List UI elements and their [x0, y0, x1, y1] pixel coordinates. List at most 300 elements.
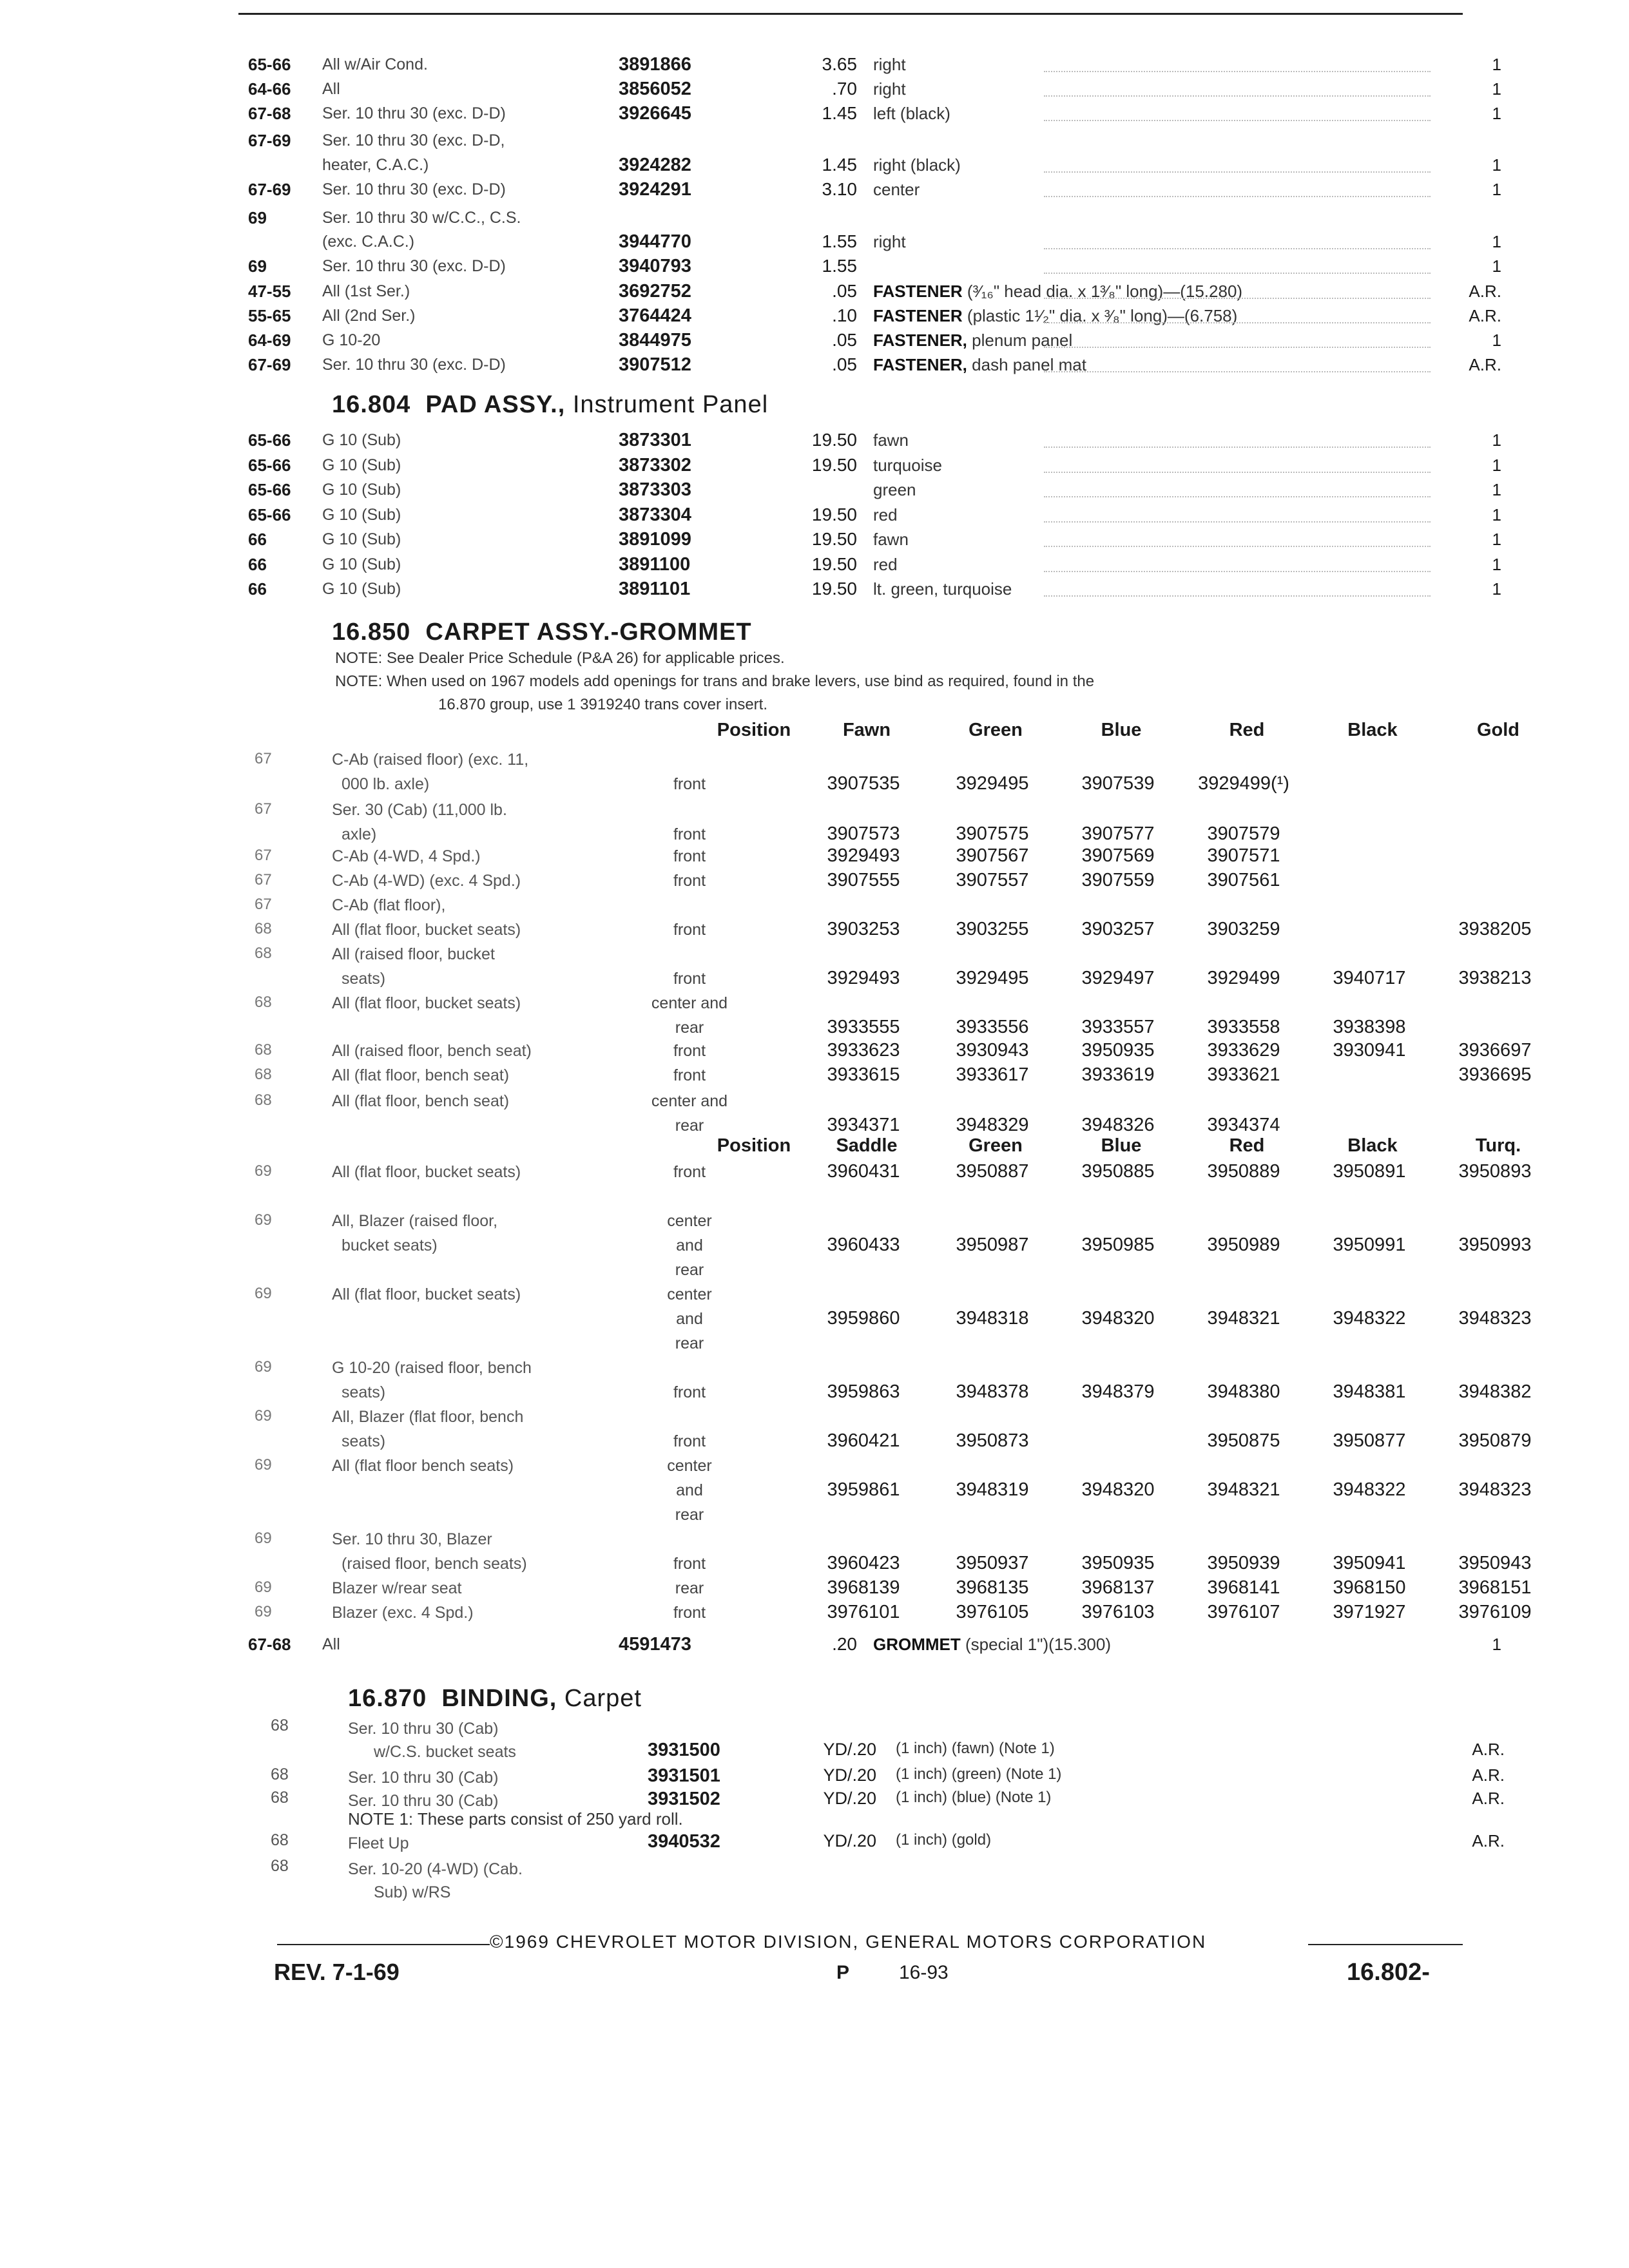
leader-dots [1044, 120, 1431, 121]
seat-position: front [673, 775, 706, 793]
part-number: 3844975 [619, 330, 691, 351]
part-number: 3933555 [827, 1017, 900, 1037]
quantity: 1 [1492, 480, 1501, 499]
part-number: 3948318 [956, 1308, 1029, 1329]
model-description: Ser. 10 thru 30 (Cab) [348, 1720, 499, 1738]
leader-dots [1044, 521, 1431, 523]
part-number: 3936695 [1458, 1064, 1532, 1085]
quantity: A.R. [1469, 306, 1501, 325]
part-number: 3948379 [1081, 1381, 1155, 1402]
part-number: 3968150 [1333, 1577, 1406, 1598]
part-note [873, 152, 961, 178]
model-description: G 10 (Sub) [322, 580, 401, 598]
model-description: Ser. 10 thru 30 (exc. D-D) [322, 180, 506, 198]
price: 19.50 [811, 504, 857, 524]
leader-dots [1044, 595, 1431, 597]
table-row [0, 278, 1629, 304]
part-number: 3940793 [619, 256, 691, 276]
carpet-section-heading [332, 619, 752, 646]
part-number: 3960433 [827, 1235, 900, 1255]
price: 19.50 [811, 529, 857, 549]
part-note [873, 101, 950, 126]
part-name: FASTENER [873, 282, 963, 301]
part-number: 3929497 [1081, 968, 1155, 988]
price: .05 [832, 330, 857, 350]
seat-position: front [673, 1432, 706, 1450]
model-description: G 10 (Sub) [322, 505, 401, 524]
model-description: Ser. 10 thru 30 (exc. D-D) [322, 104, 506, 122]
part-number: 3948326 [1081, 1115, 1155, 1135]
model-description: All [322, 1635, 340, 1653]
price: 19.50 [811, 579, 857, 599]
model-description: All (raised floor, bucket [332, 945, 495, 963]
part-number: 3968141 [1207, 1577, 1280, 1598]
seat-position: rear [675, 1579, 704, 1597]
part-note [873, 477, 916, 503]
part-number: 3856052 [619, 79, 691, 99]
quantity: 1 [1492, 55, 1501, 74]
part-number: 3959860 [827, 1308, 900, 1329]
part-number: 3934374 [1207, 1115, 1280, 1135]
seat-position: center and [651, 1092, 728, 1110]
part-number: 3907569 [1081, 845, 1155, 866]
part-number: 3976105 [956, 1602, 1029, 1622]
part-number: 3907559 [1081, 870, 1155, 890]
part-note [873, 76, 906, 102]
part-note [873, 1631, 1111, 1657]
table-row [0, 427, 1629, 453]
part-number: 3950937 [956, 1553, 1029, 1573]
model-year: 68 [255, 1091, 272, 1109]
part-number: 3950939 [1207, 1553, 1280, 1573]
seat-position: center [667, 1457, 712, 1475]
model-description: All (flat floor, bucket seats) [332, 994, 521, 1012]
quantity: 1 [1492, 530, 1501, 549]
footer-revision: REV. 7-1-69 [274, 1959, 400, 1985]
carpet-section-title: CARPET ASSY.-GROMMET [425, 619, 752, 646]
seat-position: and [676, 1481, 703, 1499]
price: .70 [832, 79, 857, 99]
price: YD/.20 [823, 1831, 876, 1850]
leader-dots [1044, 546, 1431, 547]
part-number: 3968139 [827, 1577, 900, 1598]
price: 1.55 [822, 231, 857, 251]
footer-copyright: ©1969 CHEVROLET MOTOR DIVISION, GENERAL MOTORS CORPORATION [490, 1932, 1207, 1952]
table-row [0, 1631, 1629, 1657]
part-number: 3968135 [956, 1577, 1029, 1598]
price: 3.65 [822, 54, 857, 74]
part-number: 3960423 [827, 1553, 900, 1573]
part-note [873, 427, 909, 453]
model-description: heater, C.A.C.) [322, 156, 429, 174]
model-description: Ser. 10 thru 30 (exc. D-D) [322, 257, 506, 275]
part-number: 3940532 [648, 1831, 720, 1852]
footer-page-letter: P [836, 1962, 850, 1983]
model-year: 67-69 [248, 355, 291, 374]
model-description: Ser. 10 thru 30 (Cab) [348, 1769, 499, 1787]
model-year: 65-66 [248, 505, 291, 524]
seat-position: front [673, 921, 706, 939]
part-name: FASTENER [873, 306, 963, 325]
part-number: 3873301 [619, 430, 691, 450]
column-header: Position [717, 1135, 791, 1156]
part-number: 3907571 [1207, 845, 1280, 866]
part-number: 3873302 [619, 454, 691, 476]
quantity: 1 [1492, 554, 1501, 574]
model-description: (exc. C.A.C.) [322, 233, 415, 251]
part-spec: lt. green, turquoise [873, 579, 1012, 599]
footer-page-number: 16-93 [899, 1962, 949, 1983]
model-year: 64-69 [248, 331, 291, 350]
carpet-note-1: NOTE: See Dealer Price Schedule (P&A 26) for applicable prices. [335, 649, 785, 667]
seat-position: rear [675, 1261, 704, 1279]
model-description: seats) [342, 1432, 386, 1450]
column-header: Black [1347, 720, 1398, 740]
model-description: G 10 (Sub) [322, 456, 401, 474]
part-number: 3931502 [648, 1789, 720, 1809]
seat-position: center and [651, 994, 728, 1012]
price: 19.50 [811, 553, 857, 574]
part-note: (1 inch) (fawn) (Note 1) [896, 1740, 1055, 1757]
leader-dots [1044, 322, 1431, 323]
part-number: 3907561 [1207, 870, 1280, 890]
column-header: Gold [1476, 720, 1520, 740]
model-description: All (raised floor, bench seat) [332, 1042, 532, 1060]
model-description: seats) [342, 1383, 386, 1401]
model-description: Blazer (exc. 4 Spd.) [332, 1604, 474, 1622]
table-row [0, 576, 1629, 602]
model-description: Ser. 10 thru 30, Blazer [332, 1530, 492, 1548]
price: YD/.20 [823, 1789, 876, 1808]
seat-position: center [667, 1212, 712, 1230]
part-number: 3929499(¹) [1198, 773, 1289, 794]
price: 19.50 [811, 430, 857, 450]
part-spec: center [873, 180, 920, 199]
model-year: 66 [248, 530, 267, 549]
model-description: Blazer w/rear seat [332, 1579, 462, 1597]
table-row [0, 502, 1629, 528]
part-spec: red [873, 554, 898, 574]
model-year: 69 [255, 1530, 272, 1547]
part-number: 3936697 [1458, 1040, 1532, 1061]
leader-dots [1044, 248, 1431, 249]
model-description: All (1st Ser.) [322, 282, 410, 300]
part-number: 3929493 [827, 845, 900, 866]
part-number: 3950893 [1458, 1161, 1532, 1182]
part-name: FASTENER, [873, 331, 967, 350]
pad-section-title: PAD ASSY., [425, 391, 566, 418]
model-description: G 10-20 [322, 331, 381, 349]
part-number: 3948322 [1333, 1308, 1406, 1329]
part-note [873, 327, 1072, 353]
model-year: 68 [255, 1066, 272, 1083]
model-year: 67-68 [248, 1635, 291, 1654]
model-year: 65-66 [248, 455, 291, 475]
part-number: 3950943 [1458, 1553, 1532, 1573]
model-year: 68 [255, 1041, 272, 1059]
model-year: 66 [248, 579, 267, 599]
leader-dots [1044, 95, 1431, 97]
model-year: 65-66 [248, 55, 291, 74]
part-number: 3907539 [1081, 773, 1155, 794]
part-number: 3976109 [1458, 1602, 1532, 1622]
model-description: G 10 (Sub) [322, 431, 401, 449]
part-number: 3903259 [1207, 919, 1280, 939]
part-note [873, 502, 898, 528]
quantity: 1 [1492, 579, 1501, 599]
part-number: 3948381 [1333, 1381, 1406, 1402]
model-description: All, Blazer (flat floor, bench [332, 1408, 524, 1426]
table-row [0, 229, 1629, 255]
cross-reference-code: (15.300) [1048, 1635, 1111, 1654]
part-number: 3950877 [1333, 1430, 1406, 1451]
part-number: 3948321 [1207, 1479, 1280, 1500]
model-description: All, Blazer (raised floor, [332, 1212, 498, 1230]
seat-position: and [676, 1310, 703, 1328]
quantity: 1 [1492, 455, 1501, 475]
part-spec: right (black) [873, 155, 961, 175]
part-note [873, 177, 920, 202]
part-note [873, 552, 898, 577]
price: YD/.20 [823, 1765, 876, 1785]
column-header: Position [717, 720, 791, 740]
seat-position: front [673, 1066, 706, 1084]
part-number: 3950891 [1333, 1161, 1406, 1182]
table-row [0, 303, 1629, 329]
part-number: 3940717 [1333, 968, 1406, 988]
part-number: 3950875 [1207, 1430, 1280, 1451]
quantity: 1 [1492, 155, 1501, 175]
part-number: 3948378 [956, 1381, 1029, 1402]
binding-section-number: 16.870 [348, 1685, 427, 1712]
part-note: (1 inch) (green) (Note 1) [896, 1765, 1062, 1783]
leader-dots [1044, 71, 1431, 72]
part-number: 3950887 [956, 1161, 1029, 1182]
quantity: A.R. [1472, 1765, 1505, 1785]
carpet-note-3: 16.870 group, use 1 3919240 trans cover insert. [438, 696, 768, 713]
seat-position: rear [675, 1117, 704, 1135]
part-number: 3950985 [1081, 1235, 1155, 1255]
part-number: 3948322 [1333, 1479, 1406, 1500]
price: .10 [832, 305, 857, 325]
part-number: 3934371 [827, 1115, 900, 1135]
model-description: All w/Air Cond. [322, 55, 428, 73]
part-number: 3930941 [1333, 1040, 1406, 1061]
model-description: Ser. 10 thru 30 (exc. D-D, [322, 131, 505, 149]
model-description: Ser. 10 thru 30 w/C.C., C.S. [322, 209, 521, 227]
part-number: 3944770 [619, 231, 691, 252]
part-number: 3933556 [956, 1017, 1029, 1037]
binding-note: NOTE 1: These parts consist of 250 yard roll. [348, 1809, 683, 1829]
part-number: 3948320 [1081, 1479, 1155, 1500]
model-year: 66 [248, 554, 267, 574]
model-year: 69 [248, 256, 267, 276]
quantity: 1 [1492, 256, 1501, 276]
column-header: Blue [1101, 720, 1142, 740]
model-description: C-Ab (raised floor) (exc. 11, [332, 751, 529, 769]
part-number: 3933617 [956, 1064, 1029, 1085]
part-number: 3948329 [956, 1115, 1029, 1135]
model-description: Ser. 30 (Cab) (11,000 lb. [332, 801, 507, 819]
seat-position: front [673, 970, 706, 988]
part-number: 3873304 [619, 504, 691, 525]
part-number: 3933615 [827, 1064, 900, 1085]
column-header: Red [1229, 1135, 1265, 1156]
part-spec: fawn [873, 430, 909, 450]
model-description: (raised floor, bench seats) [342, 1555, 527, 1573]
part-number: 3907579 [1207, 823, 1280, 844]
model-year: 67-69 [248, 180, 291, 199]
quantity: 1 [1492, 430, 1501, 450]
model-year: 69 [255, 1603, 272, 1620]
quantity: 1 [1492, 180, 1501, 199]
part-note: (1 inch) (blue) (Note 1) [896, 1789, 1052, 1806]
model-description: Ser. 10-20 (4-WD) (Cab. [348, 1860, 523, 1878]
model-year: 67-69 [248, 131, 291, 150]
part-number: 3930943 [956, 1040, 1029, 1061]
part-number: 3960421 [827, 1430, 900, 1451]
part-number: 3950941 [1333, 1553, 1406, 1573]
seat-position: front [673, 847, 706, 865]
part-number: 3933621 [1207, 1064, 1280, 1085]
model-description: Ser. 10 thru 30 (exc. D-D) [322, 356, 506, 374]
part-note: (1 inch) (gold) [896, 1831, 992, 1849]
quantity: 1 [1492, 1635, 1501, 1654]
table-row [0, 477, 1629, 503]
seat-position: front [673, 1163, 706, 1181]
model-year: 68 [271, 1765, 289, 1783]
price: .20 [832, 1634, 857, 1654]
model-year: 69 [255, 1162, 272, 1180]
part-spec: (³⁄₁₆" head dia. x 1³⁄₈" long)—(15.280) [962, 282, 1243, 301]
footer-rule-left [277, 1944, 490, 1945]
part-number: 3938213 [1458, 968, 1532, 988]
model-description: w/C.S. bucket seats [374, 1743, 516, 1761]
table-row [0, 76, 1629, 102]
leader-dots [1044, 273, 1431, 274]
seat-position: front [673, 872, 706, 890]
price: 1.45 [822, 103, 857, 123]
part-number: 3907535 [827, 773, 900, 794]
part-number: 3948321 [1207, 1308, 1280, 1329]
table-row [0, 101, 1629, 126]
binding-section-title: BINDING, [441, 1685, 557, 1712]
part-number: 3971927 [1333, 1602, 1406, 1622]
leader-dots [1044, 298, 1431, 299]
model-description: 000 lb. axle) [342, 775, 430, 793]
model-year: 68 [271, 1789, 289, 1807]
model-description: G 10 (Sub) [322, 481, 401, 499]
model-year: 68 [255, 920, 272, 937]
table-row [0, 152, 1629, 178]
table-row [0, 52, 1629, 77]
part-number: 3948323 [1458, 1308, 1532, 1329]
part-number: 3948323 [1458, 1479, 1532, 1500]
part-number: 3948320 [1081, 1308, 1155, 1329]
part-number: 3950873 [956, 1430, 1029, 1451]
model-year: 67 [255, 800, 272, 818]
carpet-section-number: 16.850 [332, 619, 411, 646]
table-row [0, 352, 1629, 378]
part-note [873, 278, 1242, 304]
model-description: seats) [342, 970, 386, 988]
model-description: bucket seats) [342, 1236, 438, 1254]
part-number: 4591473 [619, 1634, 691, 1655]
part-number: 3933629 [1207, 1040, 1280, 1061]
model-description: Fleet Up [348, 1834, 409, 1852]
part-number: 3950879 [1458, 1430, 1532, 1451]
part-number: 3950989 [1207, 1235, 1280, 1255]
part-spec: red [873, 505, 898, 524]
leader-dots [1044, 472, 1431, 473]
price: .05 [832, 354, 857, 374]
quantity: A.R. [1472, 1789, 1505, 1808]
part-number: 3924282 [619, 155, 691, 175]
part-number: 3950885 [1081, 1161, 1155, 1182]
model-description: C-Ab (4-WD) (exc. 4 Spd.) [332, 872, 521, 890]
model-year: 69 [255, 1285, 272, 1302]
part-number: 3873303 [619, 479, 691, 500]
model-year: 65-66 [248, 430, 291, 450]
seat-position: front [673, 1555, 706, 1573]
part-number: 3968151 [1458, 1577, 1532, 1598]
part-note [873, 576, 1012, 602]
column-header: Fawn [842, 720, 891, 740]
model-year: 68 [271, 1831, 289, 1849]
part-note [873, 352, 1086, 378]
part-number: 3692752 [619, 281, 691, 302]
part-number: 3959861 [827, 1479, 900, 1500]
part-number: 3938398 [1333, 1017, 1406, 1037]
leader-dots [1044, 496, 1431, 497]
part-number: 3950993 [1458, 1235, 1532, 1255]
part-number: 3933623 [827, 1040, 900, 1061]
part-number: 3950991 [1333, 1235, 1406, 1255]
table-row [0, 452, 1629, 478]
part-note [873, 526, 909, 552]
part-note [873, 52, 906, 77]
model-year: 69 [255, 1358, 272, 1376]
quantity: A.R. [1469, 282, 1501, 301]
leader-dots [1044, 447, 1431, 448]
pad-section-heading [332, 391, 768, 419]
seat-position: front [673, 825, 706, 843]
model-year: 69 [255, 1211, 272, 1229]
part-spec: green [873, 480, 916, 499]
model-description: G 10-20 (raised floor, bench [332, 1359, 532, 1377]
part-spec: left (black) [873, 104, 950, 123]
model-description: G 10 (Sub) [322, 555, 401, 573]
quantity: 1 [1492, 79, 1501, 99]
leader-dots [1044, 347, 1431, 348]
model-year: 68 [271, 1857, 289, 1875]
model-year: 55-65 [248, 306, 291, 325]
model-year: 69 [255, 1456, 272, 1474]
part-number: 3929493 [827, 968, 900, 988]
part-spec: turquoise [873, 455, 942, 475]
part-number: 3929495 [956, 773, 1029, 794]
carpet-note-2: NOTE: When used on 1967 models add openings for trans and brake levers, use bind as required, found in the [335, 673, 1095, 690]
part-number: 3948319 [956, 1479, 1029, 1500]
part-number: 3891866 [619, 54, 691, 75]
part-spec: plenum panel [967, 331, 1073, 350]
part-number: 3950935 [1081, 1553, 1155, 1573]
part-number: 3931500 [648, 1740, 720, 1760]
model-description: G 10 (Sub) [322, 530, 401, 548]
table-row [0, 177, 1629, 202]
seat-position: and [676, 1236, 703, 1254]
leader-dots [1044, 371, 1431, 372]
